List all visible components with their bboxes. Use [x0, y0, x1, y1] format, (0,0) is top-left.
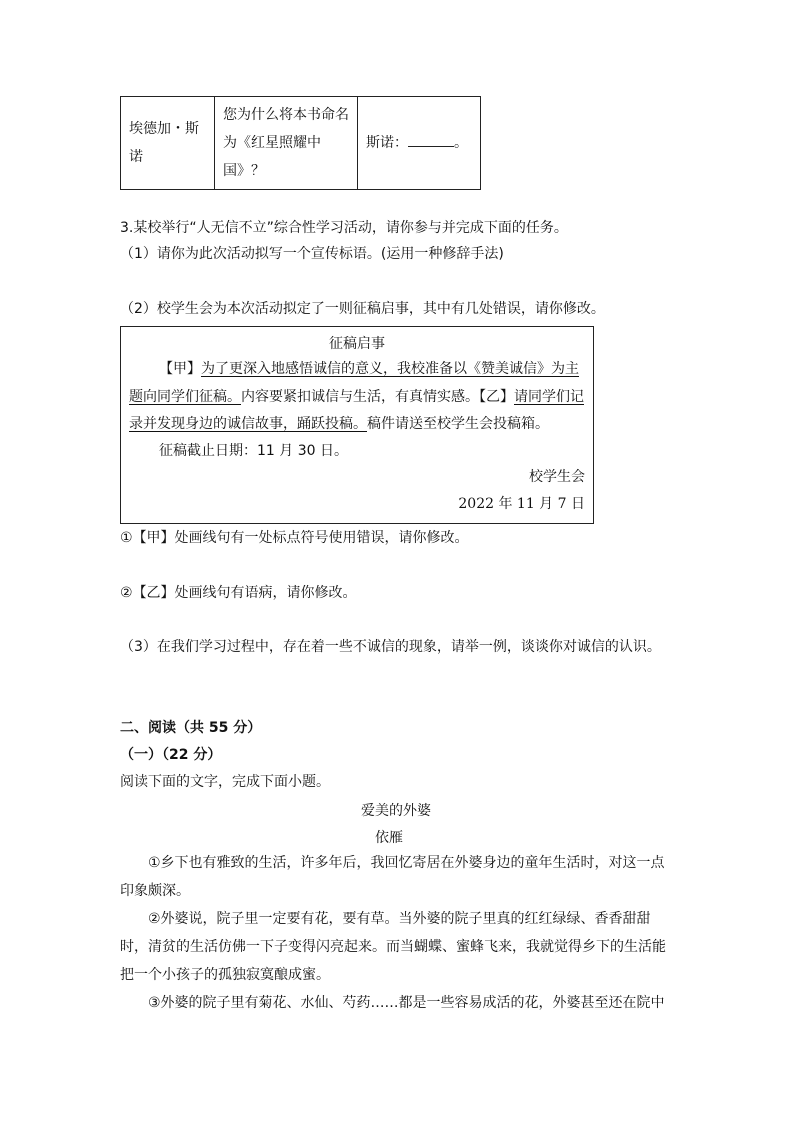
tag-jia: 【甲】 [159, 361, 201, 377]
article-author: 依雁 [375, 830, 403, 846]
table-cell-question: 您为什么将本书命名为《红星照耀中国》？ [215, 97, 358, 190]
underlined-sentence-yi: 请同学们记 [514, 389, 584, 405]
notice-submission: 稿件请送至校学生会投稿箱。 [367, 416, 549, 432]
notice-line-3 [129, 414, 549, 434]
underlined-sentence-jia: 为了更深入地感悟诚信的意义，我校准备以《赞美诚信》为主 [201, 361, 579, 377]
notice-content-requirement: 内容要紧扣诚信与生活，有真情实感。 [241, 389, 479, 405]
paragraph-1-line-1: ①乡下也有雅致的生活，许多年后，我回忆寄居在外婆身边的童年生活时，对这一点 [148, 855, 665, 871]
article-title: 爱美的外婆 [361, 803, 431, 819]
paragraph-3-line-1: ③外婆的院子里有菊花、水仙、芍药……都是一些容易成活的花，外婆甚至还在院中 [148, 995, 665, 1011]
paragraph-1-line-2: 印象颇深。 [120, 883, 190, 899]
underlined-sentence-yi-end: 录并发现身边的诚信故事，踊跃投稿。 [129, 416, 367, 432]
table-row [121, 97, 481, 190]
answer-prefix: 斯诺： [366, 135, 408, 151]
notice-signer: 校学生会 [529, 469, 585, 485]
notice-line-2 [129, 387, 584, 407]
paragraph-2-line-3: 把一个小孩子的孤独寂寞酿成蜜。 [120, 967, 330, 983]
notice-line-1 [159, 359, 579, 379]
tag-yi: 【乙】 [479, 389, 514, 405]
notice-box [120, 326, 594, 524]
underlined-sentence-jia-end: 题向同学们征稿。 [129, 389, 241, 405]
notice-date: 2022 年 11 月 7 日 [458, 496, 585, 512]
interview-table [120, 96, 481, 190]
answer-suffix: 。 [454, 135, 468, 151]
part-heading: （一）（22 分） [120, 747, 222, 763]
paragraph-2-line-2: 时，清贫的生活仿佛一下子变得闪亮起来。而当蝴蝶、蜜蜂飞来，我就觉得乡下的生活能 [120, 939, 666, 955]
q3-sub1: （1）请你为此次活动拟写一个宣传标语。(运用一种修辞手法) [120, 246, 504, 262]
q3-intro: 3.某校举行“人无信不立”综合性学习活动，请你参与并完成下面的任务。 [120, 220, 568, 236]
notice-deadline: 征稿截止日期：11 月 30 日。 [159, 443, 348, 459]
section-heading: 二、阅读（共 55 分） [120, 720, 262, 736]
q3-task1: ①【甲】处画线句有一处标点符号使用错误，请你修改。 [120, 530, 469, 546]
answer-blank [408, 132, 454, 147]
q3-task2: ②【乙】处画线句有语病，请你修改。 [120, 585, 357, 601]
table-cell-person: 埃德加・斯诺 [121, 97, 215, 190]
paragraph-2-line-1: ②外婆说，院子里一定要有花，要有草。当外婆的院子里真的红红绿绿、香香甜甜 [148, 911, 651, 927]
table-cell-answer [358, 97, 481, 190]
q3-sub2: （2）校学生会为本次活动拟定了一则征稿启事，其中有几处错误，请你修改。 [120, 301, 605, 317]
notice-title: 征稿启事 [329, 336, 385, 352]
q3-sub3: （3）在我们学习过程中，存在着一些不诚信的现象，请举一例，谈谈你对诚信的认识。 [120, 639, 661, 655]
reading-instruction: 阅读下面的文字，完成下面小题。 [120, 774, 330, 790]
